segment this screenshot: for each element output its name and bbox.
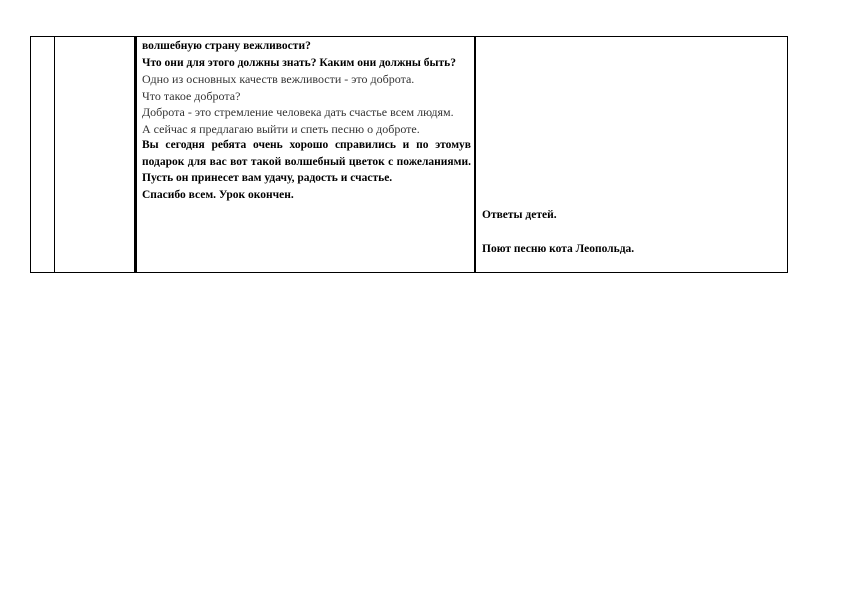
teacher-line: А сейчас я предлагаю выйти и спеть песню о доброте. <box>142 121 420 136</box>
teacher-line: Доброта - это стремление человека дать счастье всем людям. <box>142 105 454 119</box>
teacher-line: Что такое доброта? <box>142 88 241 103</box>
student-line: Ответы детей. <box>482 209 557 221</box>
teacher-line: Вы сегодня ребята очень хорошо справились и по этомув подарок для вас вот такой волшебный цветок с пожеланиями. Пусть он принесет вам удачу, радость и счастье. <box>142 139 471 184</box>
teacher-activity-cell <box>142 38 471 203</box>
student-activity-cell <box>482 207 782 257</box>
student-line: Поют песню кота Леопольда. <box>482 242 635 255</box>
teacher-line: Спасибо всем. Урок окончен. <box>142 188 294 201</box>
lesson-table <box>30 36 788 273</box>
teacher-line: волшебную страну вежливости? <box>142 40 311 52</box>
teacher-line: Что они для этого должны знать? Каким они должны быть? <box>142 56 456 69</box>
column-divider-3 <box>474 37 476 272</box>
teacher-line: Одно из основных качеств вежливости - это доброта. <box>142 72 415 86</box>
column-divider-1 <box>54 37 55 272</box>
column-divider-2-bold <box>135 37 137 272</box>
